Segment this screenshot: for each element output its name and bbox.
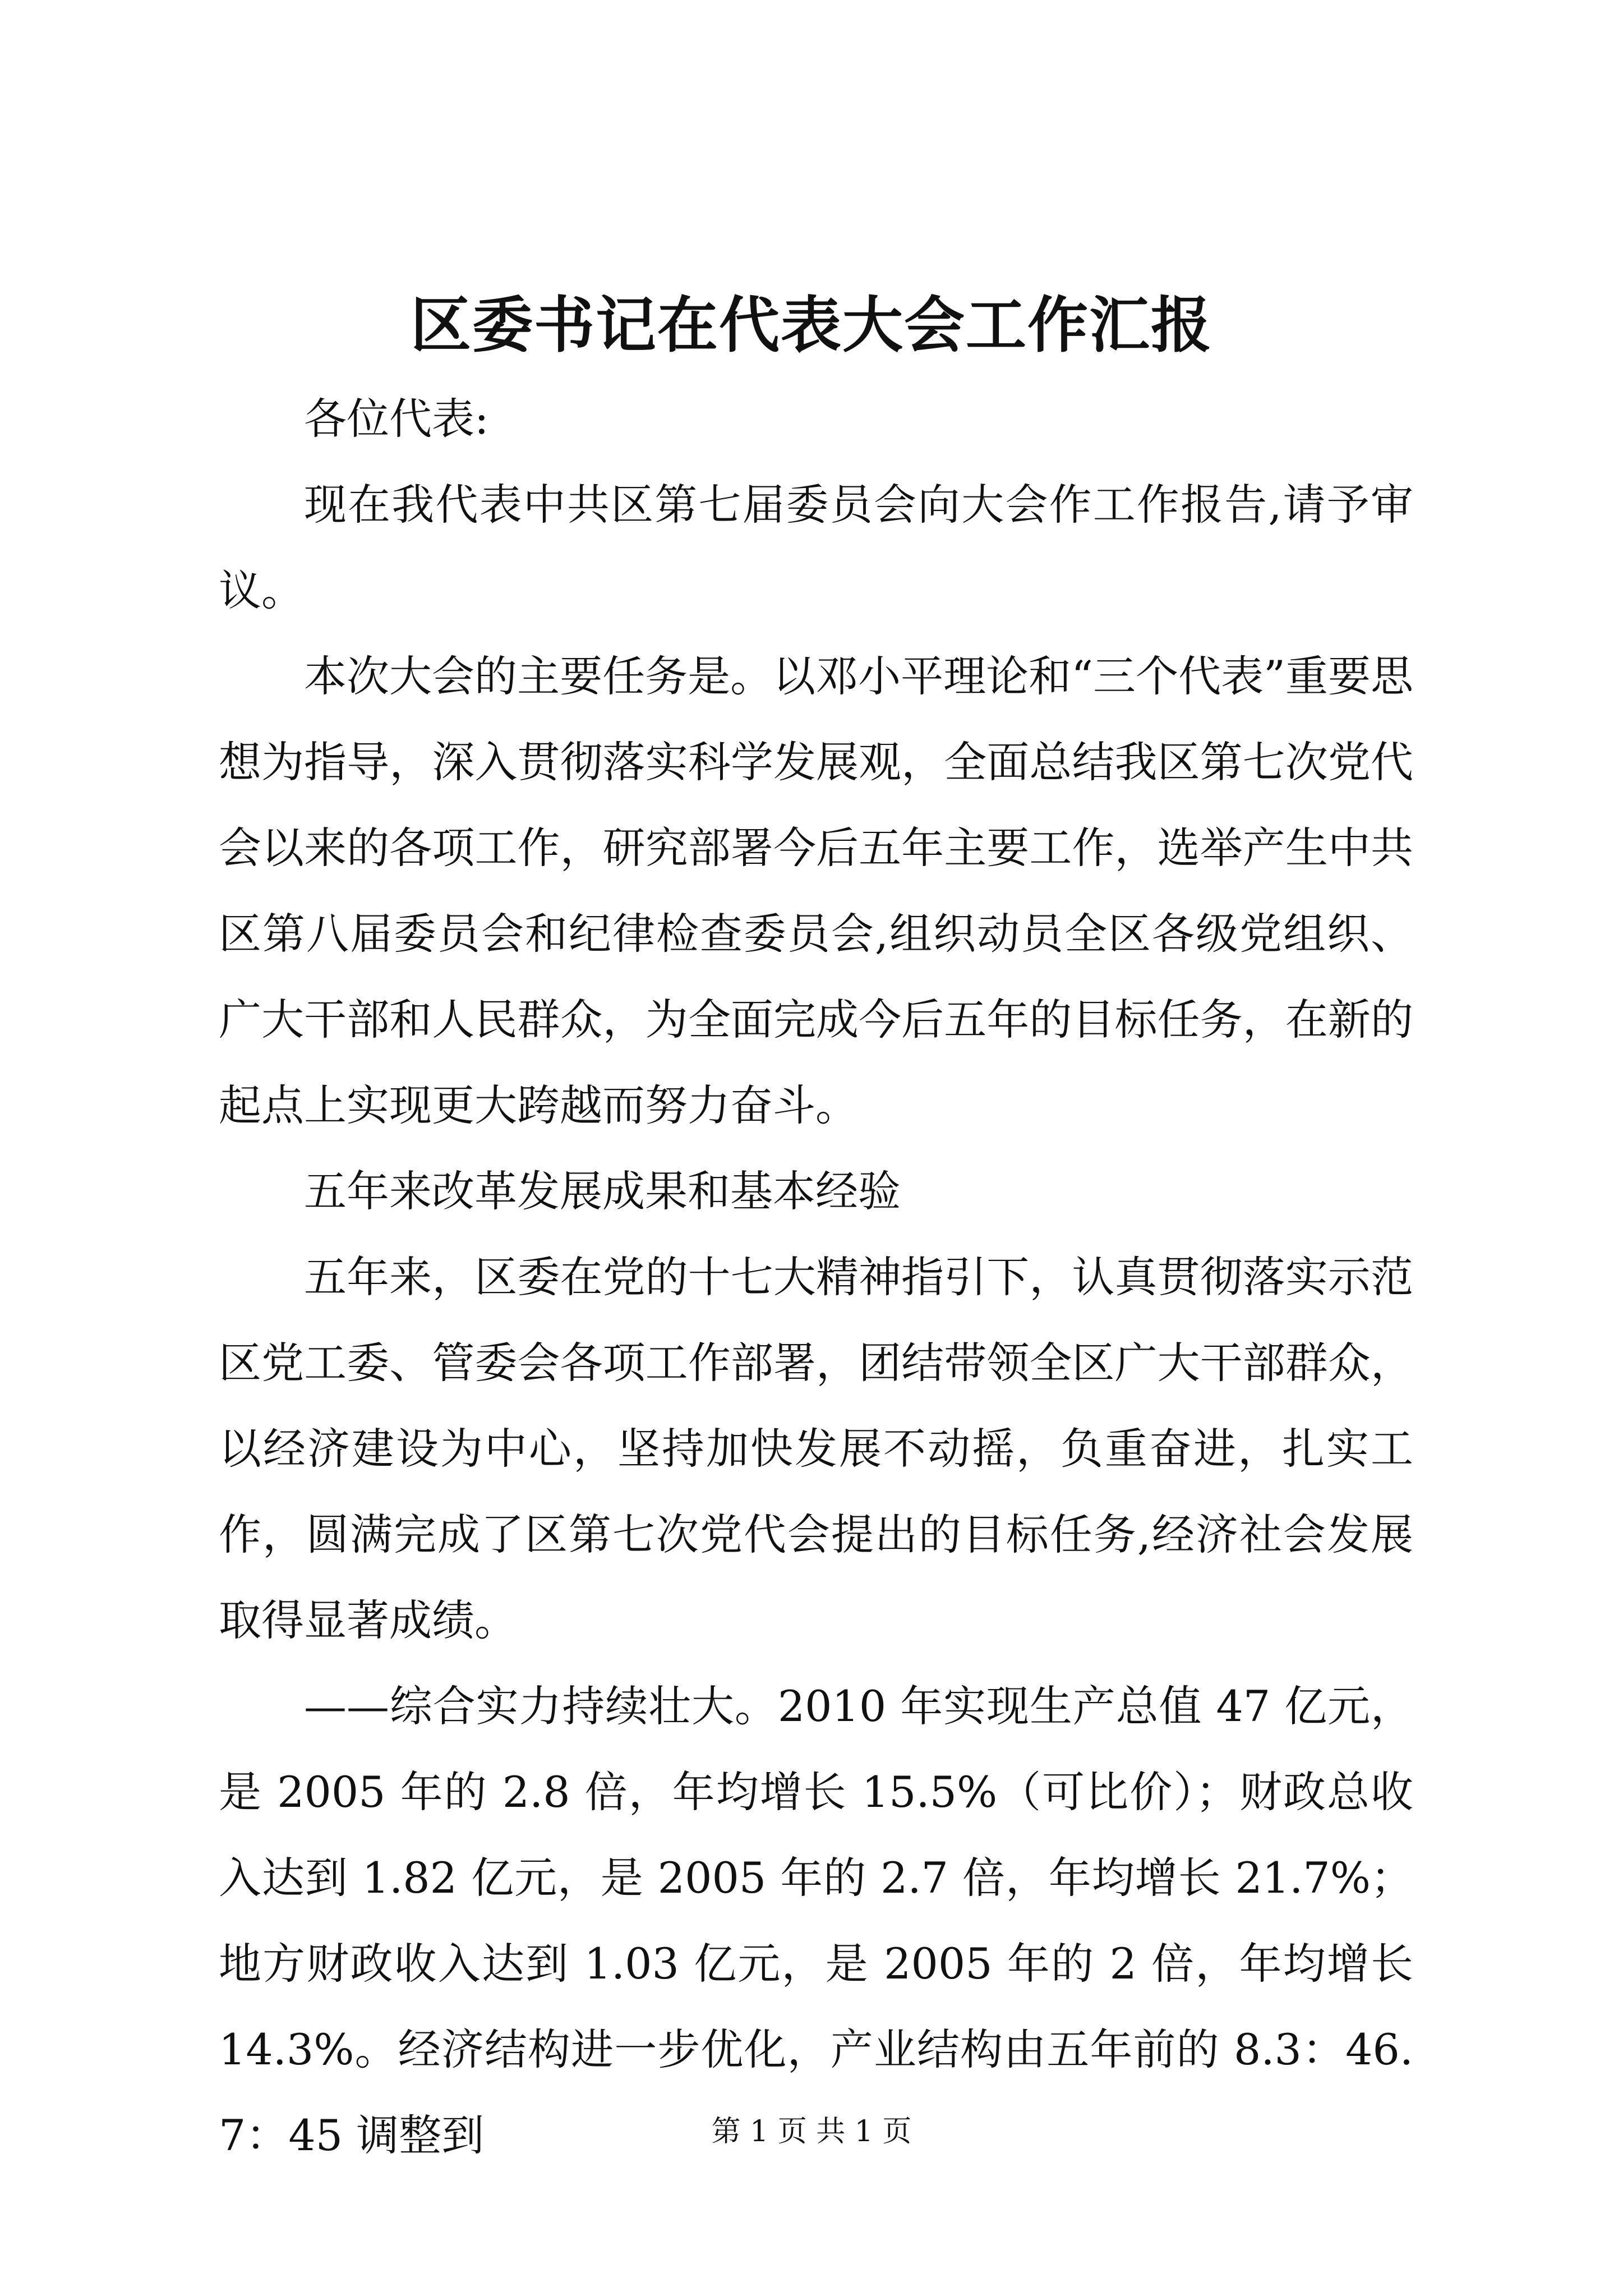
paragraph-main-task: 本次大会的主要任务是。以邓小平理论和“三个代表”重要思想为指导，深入贯彻落实科学发展观，全面总结我区第七次党代会以来的各项工作，研究部署今后五年主要工作，选举产生中共区第八届委员会和纪律检查委员会,组织动员全区各级党组织、广大干部和人民群众，为全面完成今后五年的目标任务，在新的起点上实现更大跨越而努力奋斗。: [219, 651, 1413, 1130]
paragraph-achievements: 五年来，区委在党的十七大精神指引下，认真贯彻落实示范区党工委、管委会各项工作部署，团结带领全区广大干部群众，以经济建设为中心，坚持加快发展不动摇，负重奋进，扎实工作，圆满完成了区第七次党代会提出的目标任务,经济社会发展取得显著成绩。: [219, 1252, 1413, 1645]
page-footer: 第 1 页 共 1 页: [711, 2115, 912, 2148]
document-body: [219, 376, 1413, 2178]
document-title: 区委书记在代表大会工作汇报: [410, 290, 1212, 361]
paragraph-economic-strength: ——综合实力持续壮大。2010 年实现生产总值 47 亿元，是 2005 年的 2.8 倍，年均增长 15.5%（可比价）；财政总收入达到 1.82 亿元，是 2005 年的 2.7 倍，年均增长 21.7%；地方财政收入达到 1.03 亿元，是 2005 年的 2 倍，年均增长 14.3%。经济结构进一步优化，产业结构由五年前的 8.3：46.7：45 调整到: [219, 1681, 1413, 2160]
paragraph-salutation: 各位代表:: [304, 394, 489, 444]
paragraph-intro: 现在我代表中共区第七届委员会向大会作工作报告,请予审议。: [219, 480, 1413, 615]
section-heading: 五年来改革发展成果和基本经验: [304, 1166, 901, 1216]
